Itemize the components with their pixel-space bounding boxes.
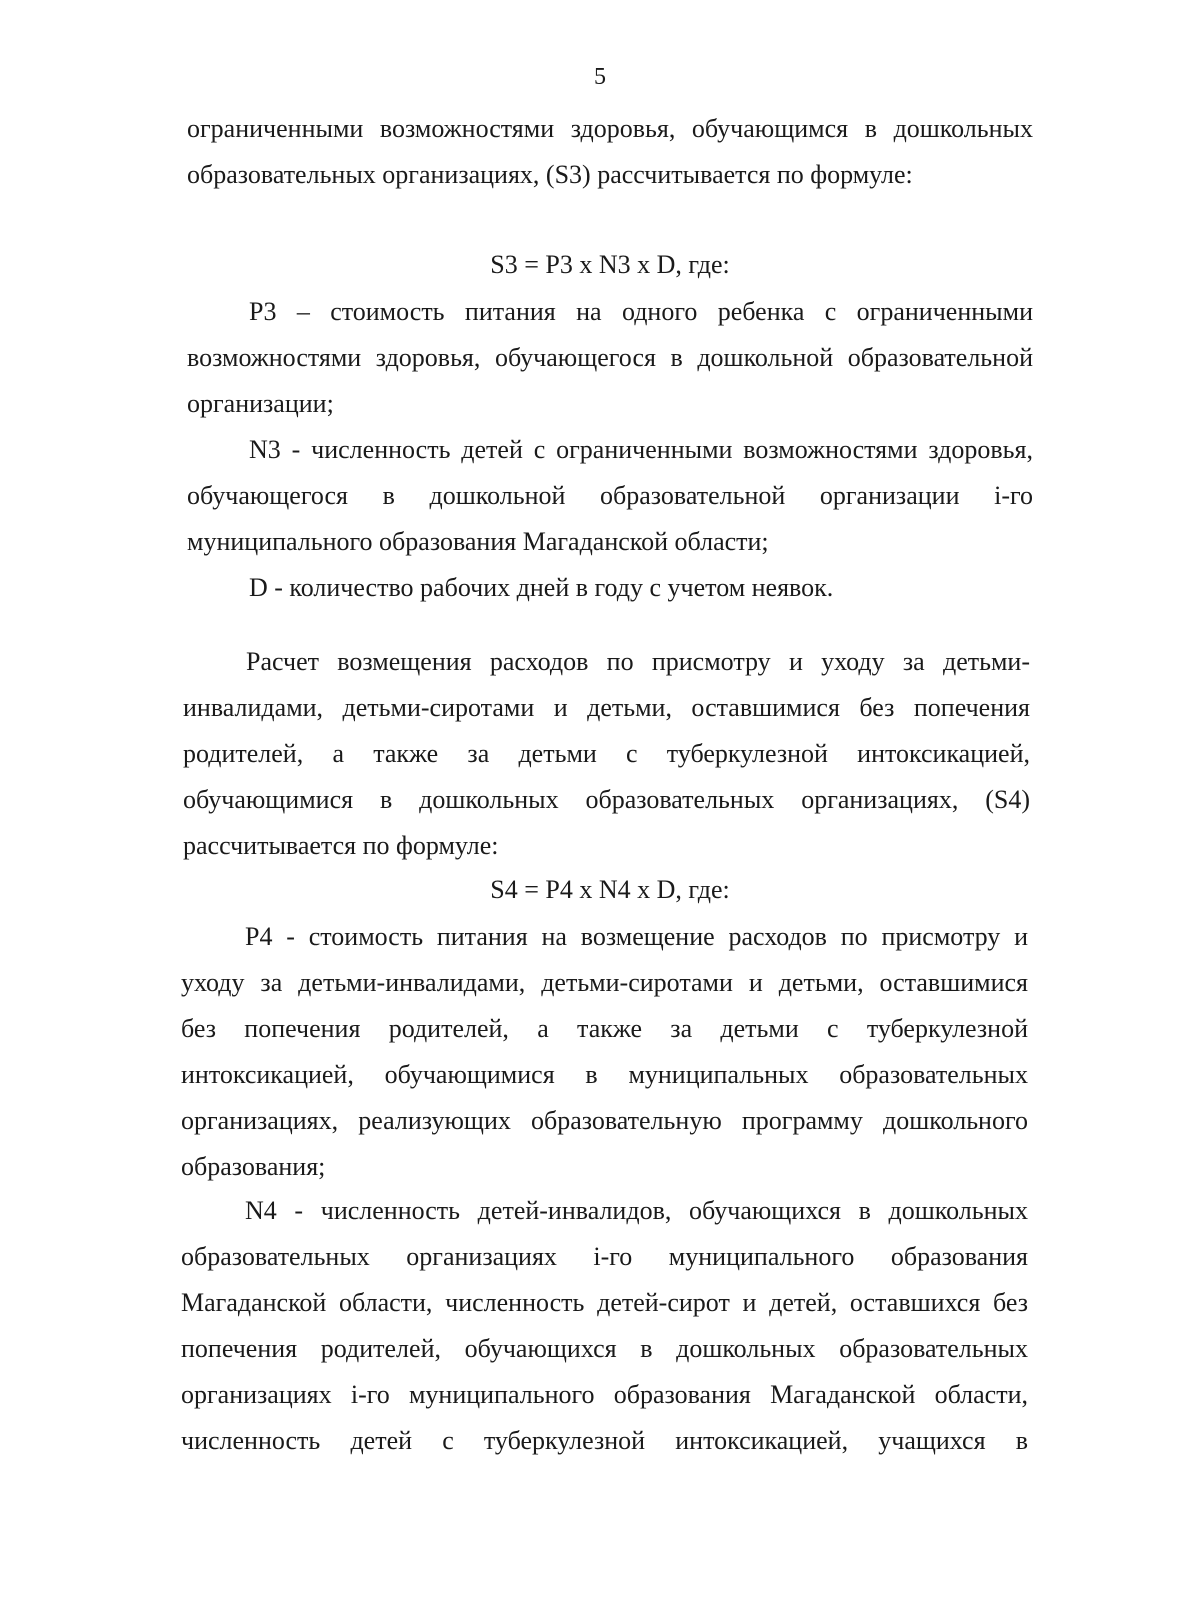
text-line: без попечения родителей, а также за детьми с туберкулезной [181,1014,1028,1043]
text-line: родителей, а также за детьми с туберкулезной интоксикацией, [183,739,1030,768]
text-line: D - количество рабочих дней в году с учетом неявок. [249,573,834,602]
text-line: образовательных организациях i-го муниципального образования [181,1242,1028,1271]
page-number: 5 [594,64,606,90]
text-line: интоксикацией, обучающимися в муниципальных образовательных [181,1060,1028,1089]
text-line: уходу за детьми-инвалидами, детьми-сиротами и детьми, оставшимися [181,968,1028,997]
text-line: N4 - численность детей-инвалидов, обучающихся в дошкольных [245,1196,1028,1225]
text-line: попечения родителей, обучающихся в дошкольных образовательных [181,1334,1028,1363]
text-line: организациях i-го муниципального образования Магаданской области, [181,1380,1028,1409]
text-line: обучающегося в дошкольной образовательной организации i-го [187,481,1033,510]
text-line: Расчет возмещения расходов по присмотру и уходу за детьми- [246,647,1030,676]
text-line: организации; [187,389,334,418]
text-line: возможностями здоровья, обучающегося в дошкольной образовательной [187,343,1033,372]
text-line: N3 - численность детей с ограниченными возможностями здоровья, [249,435,1033,464]
text-line: рассчитывается по формуле: [183,831,499,860]
text-line: муниципального образования Магаданской области; [187,527,769,556]
text-line: Магаданской области, численность детей-сирот и детей, оставшихся без [181,1288,1028,1317]
text-line: организациях, реализующих образовательную программу дошкольного [181,1106,1028,1135]
text-line: численность детей с туберкулезной интоксикацией, учащихся в [181,1426,1028,1455]
text-line: P3 – стоимость питания на одного ребенка с ограниченными [249,297,1033,326]
text-line: P4 - стоимость питания на возмещение расходов по присмотру и [245,922,1028,951]
text-line: инвалидами, детьми-сиротами и детьми, оставшимися без попечения [183,693,1030,722]
text-line: образования; [181,1152,326,1181]
text-line: образовательных организациях, (S3) рассчитывается по формуле: [187,160,913,189]
text-line: обучающимися в дошкольных образовательных организациях, (S4) [183,785,1030,814]
text-line: ограниченными возможностями здоровья, обучающимся в дошкольных [187,114,1033,143]
formula-s4: S4 = P4 x N4 x D, где: [490,875,730,904]
formula-s3: S3 = P3 x N3 x D, где: [490,250,730,279]
